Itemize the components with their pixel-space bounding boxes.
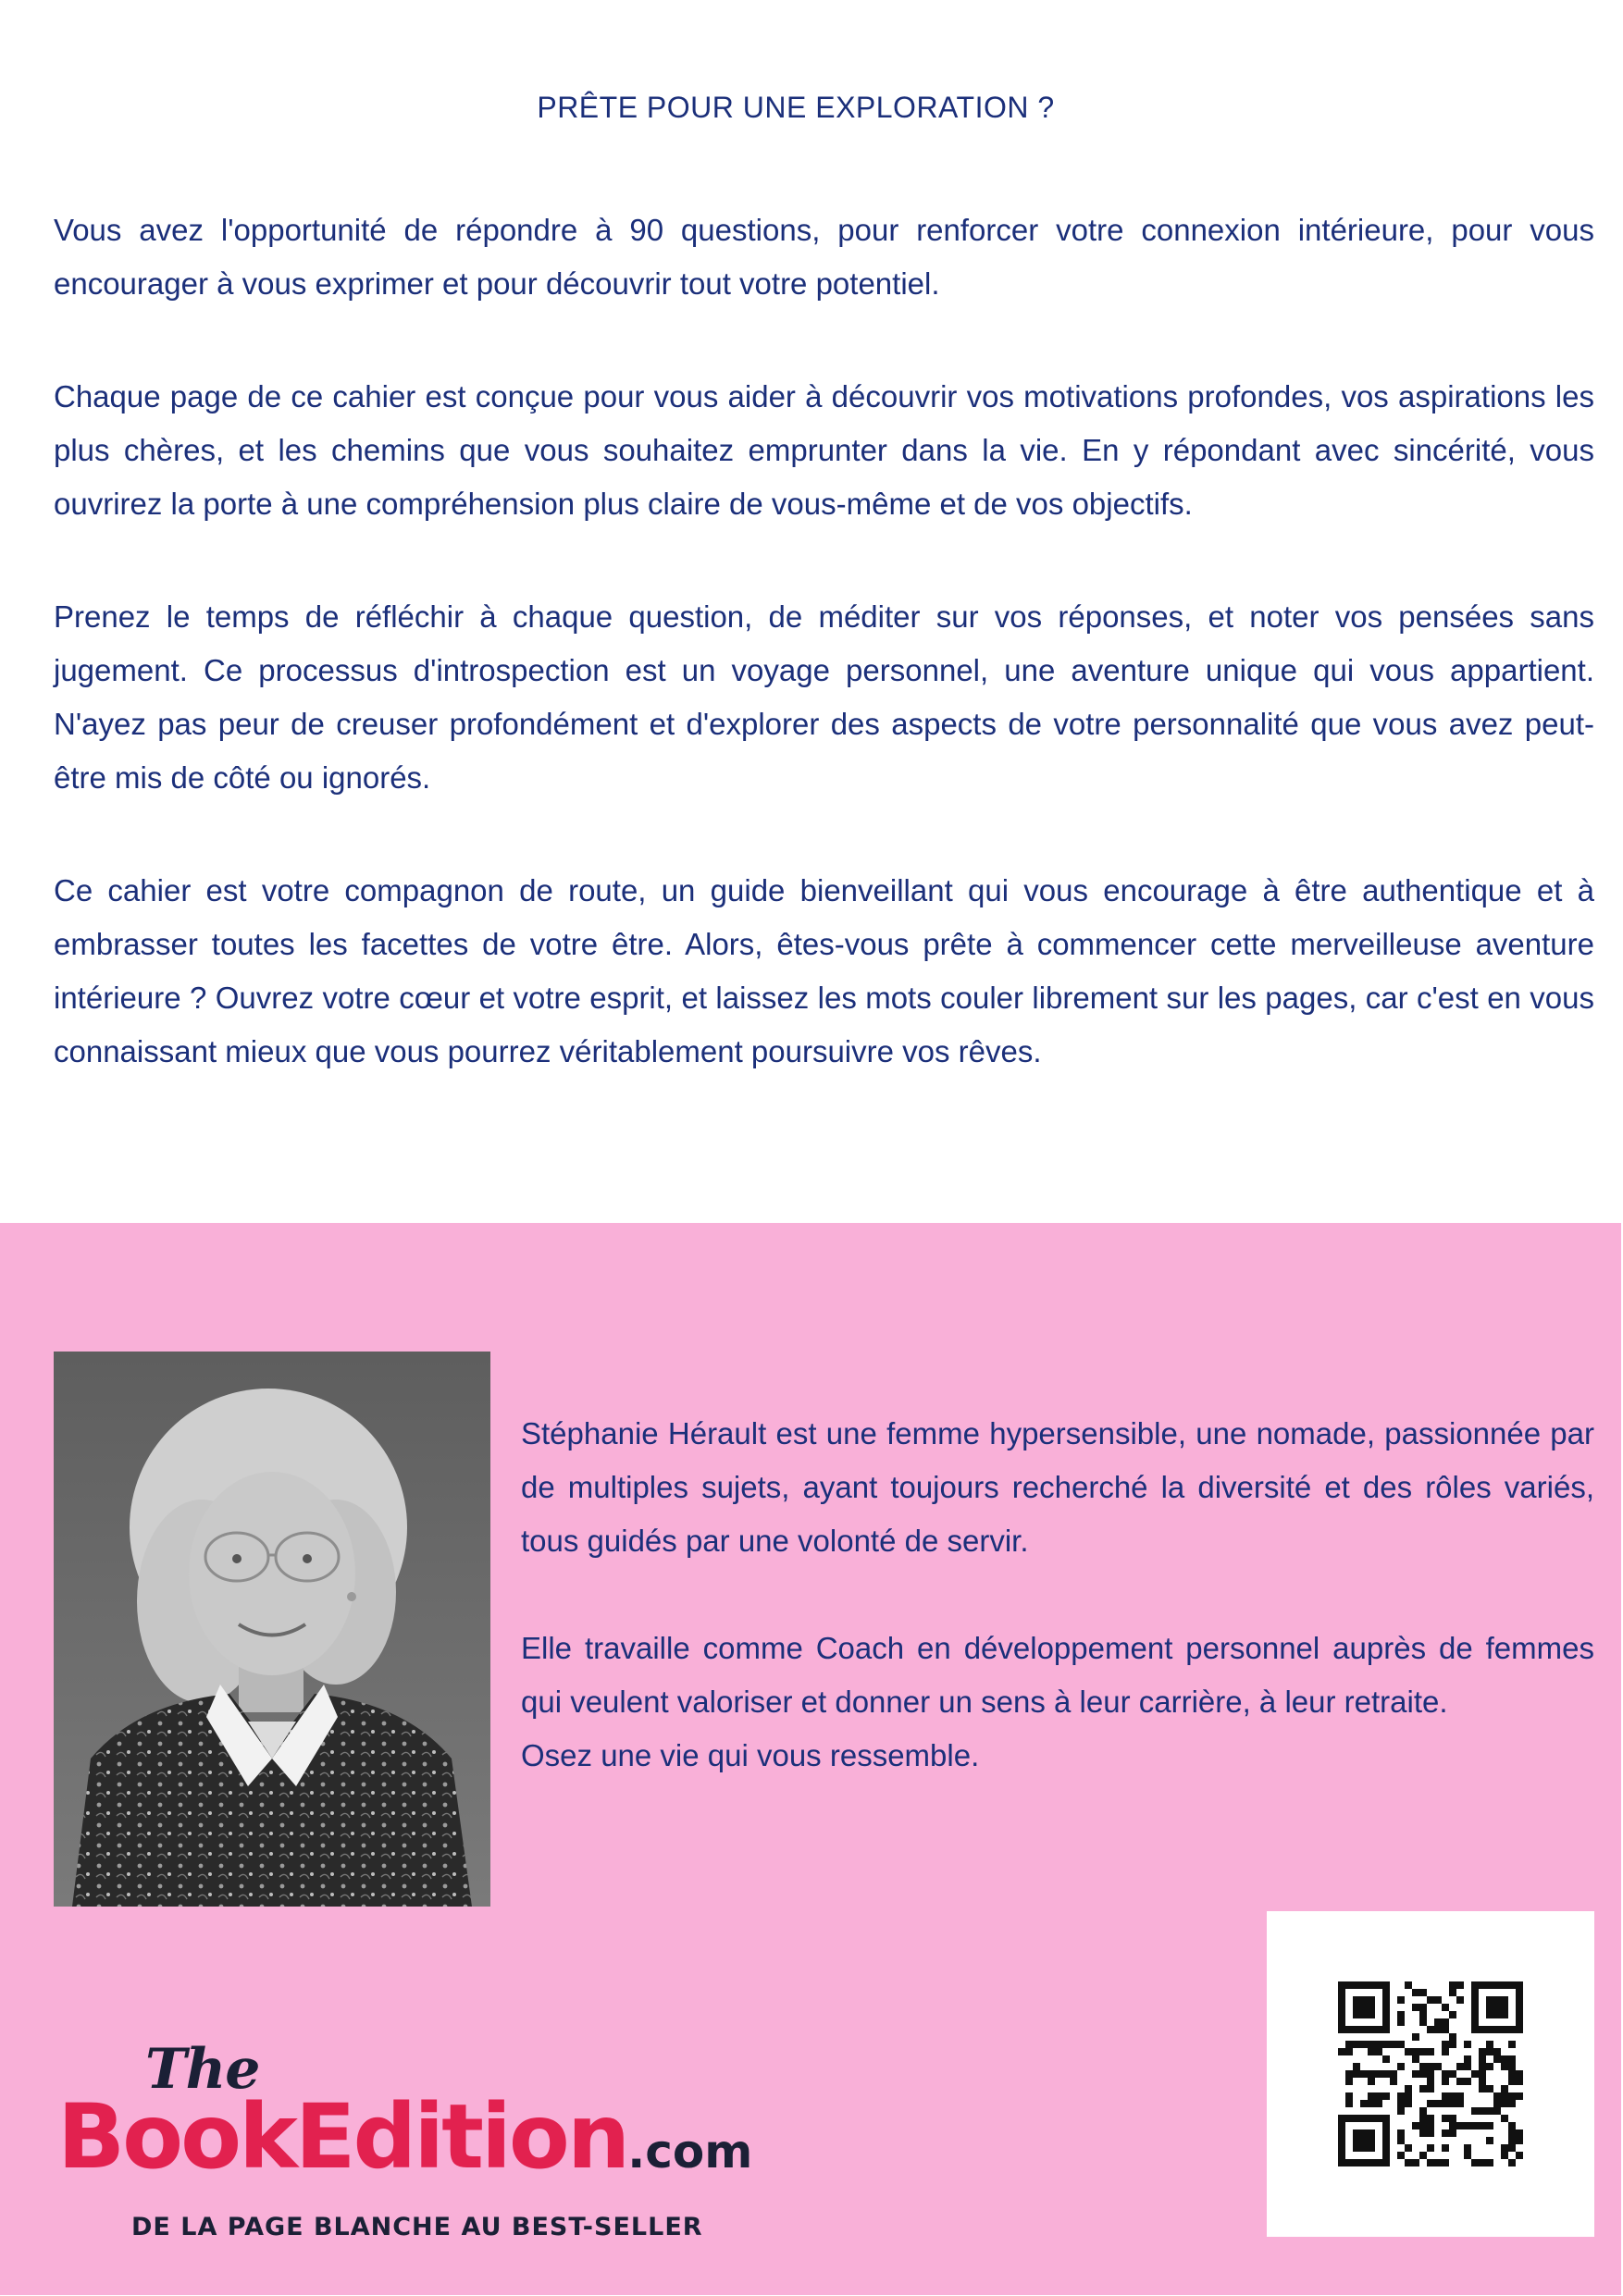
logo-wordmark [57, 2085, 752, 2189]
logo-tagline: DE LA PAGE BLANCHE AU BEST-SELLER [131, 2213, 703, 2241]
publisher-logo [57, 2037, 872, 2296]
section-title: PRÊTE POUR UNE EXPLORATION ? [537, 91, 1055, 124]
logo-main-text: BookEdition [57, 2085, 628, 2189]
author-panel [0, 1223, 1621, 2295]
portrait-illustration [54, 1352, 490, 1907]
author-bio [521, 1407, 1594, 1783]
bio-paragraph: Elle travaille comme Coach en développement personnel auprès de femmes qui veulent valoriser et donner un sens à leur carrière, à leur retraite. [521, 1631, 1594, 1719]
intro-paragraph: Chaque page de ce cahier est conçue pour vous aider à découvrir vos motivations profondes, vos aspirations les plus chères, et les chemins que vous souhaitez emprunter dans la vie. En y répondant avec sincérité, vous ouvrirez la porte à une compréhension plus claire de vous-même et de vos objectifs. [54, 379, 1594, 521]
intro-paragraph: Ce cahier est votre compagnon de route, un guide bienveillant qui vous encourage à être authentique et à embrasser toutes les facettes de votre être. Alors, êtes-vous prête à commencer cette merveilleuse aventure intérieure ? Ouvrez votre cœur et votre esprit, et laissez les mots couler librement sur les pages, car c'est en vous connaissant mieux que vous pourrez véritablement poursuivre vos rêves. [54, 873, 1594, 1068]
qr-code-icon [1338, 1981, 1523, 2166]
qr-code[interactable] [1267, 1911, 1594, 2237]
intro-paragraph: Prenez le temps de réfléchir à chaque question, de méditer sur vos réponses, et noter vos pensées sans jugement. Ce processus d'introspection est un voyage personnel, une aventure unique qui vous appartient. N'ayez pas peur de creuser profondément et d'explorer des aspects de votre personnalité que vous avez peut-être mis de côté ou ignorés. [54, 599, 1594, 795]
intro-text [54, 204, 1594, 1138]
bio-paragraph: Stéphanie Hérault est une femme hypersensible, une nomade, passionnée par de multiples sujets, ayant toujours recherché la diversité et des rôles variés, tous guidés par une volonté de servir. [521, 1416, 1594, 1558]
bio-paragraph: Osez une vie qui vous ressemble. [521, 1738, 980, 1772]
logo-the: The [145, 2037, 260, 2102]
intro-paragraph: Vous avez l'opportunité de répondre à 90 questions, pour renforcer votre connexion intérieure, pour vous encourager à vous exprimer et pour découvrir tout votre potentiel. [54, 213, 1594, 301]
logo-suffix: .com [627, 2125, 753, 2179]
author-photo [54, 1352, 490, 1907]
